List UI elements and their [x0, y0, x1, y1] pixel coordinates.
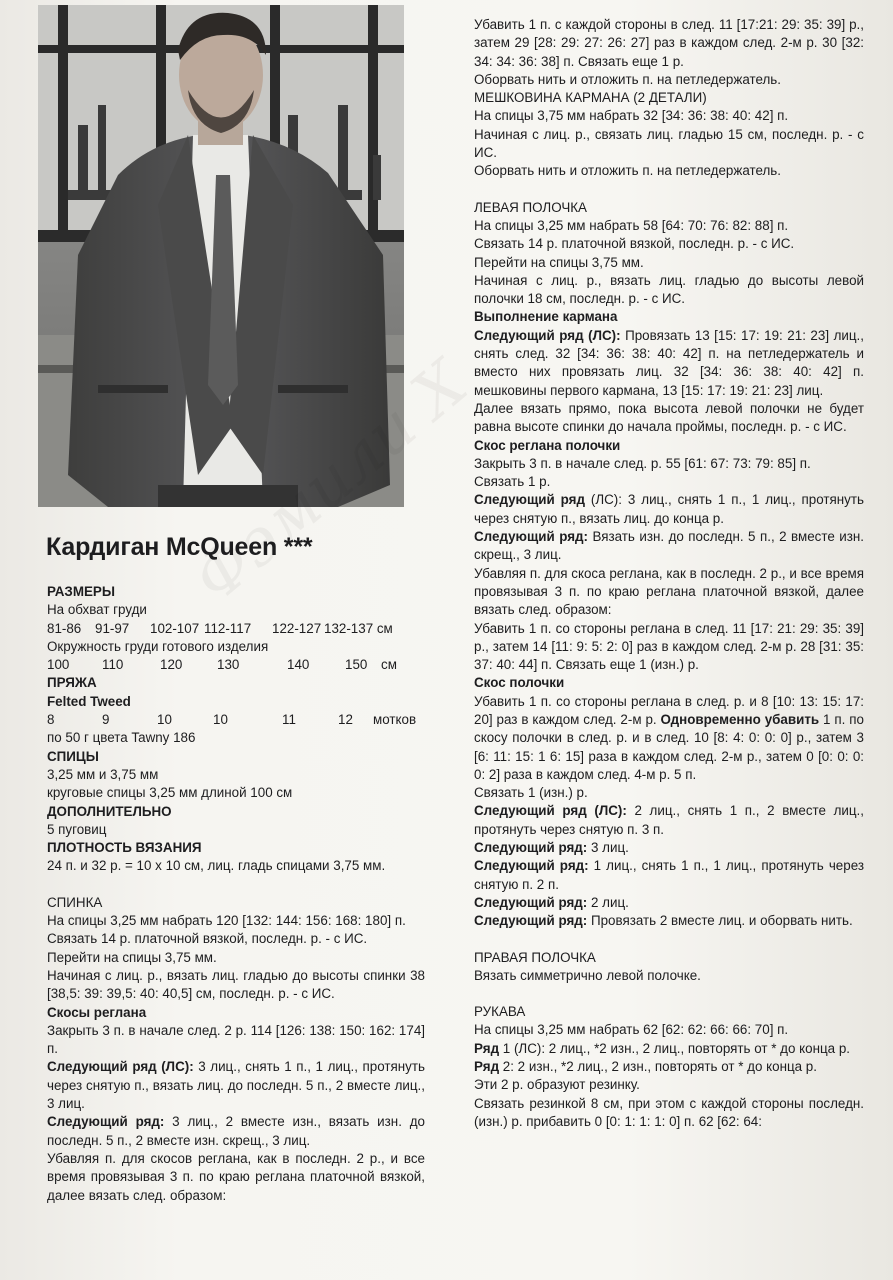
row-label: Следующий ряд (ЛС):	[47, 1059, 194, 1075]
neck-row	[474, 839, 864, 857]
row-label: Ряд	[474, 1040, 500, 1056]
row-text: 1 лиц., снять 1 п., 1 лиц., протянуть через снятую п. 2 п.	[474, 858, 864, 892]
finished-size: 110	[102, 657, 124, 673]
back-line: Начиная с лиц. р., вязать лиц. гладью до высоты спинки 38 [38,5: 39: 39,5: 40: 40,5] см, последн. р. - с ИС.	[47, 967, 425, 1002]
row-label: Следующий ряд:	[474, 858, 589, 874]
front-raglan-line: Убавляя п. для скоса реглана, как в последн. 2 р., и все время провязывая 3 п. по краю реглана платочной вязкой, далее вязать след. образом:	[474, 565, 864, 618]
neck-row	[474, 857, 864, 894]
sizes-heading: РАЗМЕРЫ	[47, 584, 115, 599]
gauge-heading: ПЛОТНОСТЬ ВЯЗАНИЯ	[47, 840, 202, 856]
yarn-unit: мотков	[373, 712, 417, 728]
row-text: Провязать 2 вместе лиц. и оборвать нить.	[587, 913, 853, 929]
row-label: Следующий ряд (ЛС):	[474, 803, 627, 819]
needles-heading: СПИЦЫ	[47, 748, 99, 764]
neck-shaping-line	[474, 693, 864, 784]
row-text: (ЛС): 3 лиц., снять 1 п., 1 лиц., протянуть через снятую п., вязать лиц. до конца р.	[474, 492, 864, 526]
front-raglan-heading: Скос реглана полочки	[474, 437, 621, 453]
row-label: Следующий ряд:	[474, 913, 588, 929]
needles-line: 3,25 мм и 3,75 мм	[47, 766, 159, 782]
neck-row	[474, 912, 864, 930]
right-front-line: Вязать симметрично левой полочке.	[474, 967, 701, 983]
chest-size: 81-86	[47, 620, 82, 636]
left-front-line: Начиная с лиц. р., вязать лиц. гладью до высоты левой полочки 18 см, последн. р. - с ИС.	[474, 272, 864, 307]
left-front-heading: ЛЕВАЯ ПОЛОЧКА	[474, 199, 587, 215]
row-text: 1 п. по скосу полочки в след. р. и в след. 10 [8: 4: 0: 0: 0] р., затем 3 [6: 11: 15: 1 6: 15] раза в каждом след. 2-м р., затем 0 [0: 0: 0: 0: 2] раза в каждом след. 4-м р. 5 п.	[474, 711, 864, 782]
raglan-continued: Убавить 1 п. с каждой стороны в след. 11 [17:21: 29: 35: 39] р., затем 29 [28: 29: 27: 26: 27] раз в каждом след. 2-м р. 30 [32: 34: 34: 36: 38] п. Связать еще 1 р.	[474, 17, 864, 69]
row-text: Вязать изн. до последн. 5 п., 2 вместе изн. скрещ., 3 лиц.	[474, 529, 864, 563]
row-text: 2 лиц.	[587, 894, 629, 910]
pocket-making-heading: Выполнение кармана	[474, 309, 618, 325]
finished-size: 130	[217, 657, 240, 673]
chest-size: 102-107	[150, 620, 200, 636]
extra-line: 5 пуговиц	[47, 821, 107, 837]
finished-sizes-row	[47, 656, 425, 674]
left-front-line: Перейти на спицы 3,75 мм.	[474, 254, 644, 270]
raglan-row-instruction	[47, 1113, 425, 1150]
back-line: На спицы 3,25 мм набрать 120 [132: 144: 156: 168: 180] п.	[47, 913, 406, 929]
finished-subheading: Окружность груди готового изделия	[47, 638, 269, 654]
sleeve-row	[474, 1040, 864, 1058]
yarn-count: 8	[47, 712, 55, 728]
yarn-count: 11	[282, 712, 296, 728]
sleeves-heading: РУКАВА	[474, 1004, 526, 1020]
yarn-heading: ПРЯЖА	[47, 675, 97, 691]
left-column	[47, 583, 425, 1205]
right-front-heading: ПРАВАЯ ПОЛОЧКА	[474, 949, 596, 965]
yarn-counts-row	[47, 711, 425, 729]
model-photo	[38, 5, 404, 507]
finished-size: 100	[47, 657, 70, 673]
extra-heading: ДОПОЛНИТЕЛЬНО	[47, 803, 172, 819]
needles-line: круговые спицы 3,25 мм длиной 100 см	[47, 785, 293, 801]
front-raglan-row	[474, 491, 864, 528]
finished-size: 140	[287, 657, 310, 673]
raglan-line: Закрыть 3 п. в начале след. 2 р. 114 [126: 138: 150: 162: 174] п.	[47, 1022, 425, 1057]
row-text: 3 лиц.	[587, 840, 629, 856]
sleeve-line: Эти 2 р. образуют резинку.	[474, 1077, 640, 1093]
raglan-row-instruction	[47, 1058, 425, 1113]
yarn-count: 10	[157, 712, 172, 728]
neck-row	[474, 894, 864, 912]
left-front-line: На спицы 3,25 мм набрать 58 [64: 70: 76: 82: 88] п.	[474, 217, 789, 233]
yarn-count: 9	[102, 712, 110, 728]
pocket-line: Оборвать нить и отложить п. на петледержатель.	[474, 163, 781, 179]
row-text: Убавить 1 п. со стороны реглана в след. р. и 8 [10: 13: 15: 17: 20] раз в каждом след. 2-м р.	[474, 693, 864, 727]
row-label: Следующий ряд	[474, 492, 585, 508]
row-text: 2 лиц., снять 1 п., 2 вместе лиц., протянуть через снятую п. 3 п.	[474, 803, 864, 837]
chest-size: 132-137 см	[324, 620, 393, 636]
chest-size: 91-97	[95, 620, 130, 636]
sleeve-row	[474, 1058, 864, 1076]
row-label: Следующий ряд (ЛС):	[474, 327, 621, 343]
neck-shaping-heading: Скос полочки	[474, 675, 565, 691]
row-text: 3 лиц., снять 1 п., 1 лиц., протянуть через снятую п., вязать лиц. до последн. 5 п., 2 вместе лиц., 3 лиц.	[47, 1059, 425, 1112]
front-raglan-line: Убавить 1 п. со стороны реглана в след. 11 [17: 21: 29: 35: 39] р., затем 14 [11: 9: 5: 2: 0] раз в каждом след. 2-м р. 28 [31: 35: 37: 40: 44] п. Связать еще 1 (изн.) р.	[474, 620, 864, 673]
gauge-line: 24 п. и 32 р. = 10 х 10 см, лиц. гладь спицами 3,75 мм.	[47, 858, 386, 874]
sleeve-line: На спицы 3,25 мм набрать 62 [62: 62: 66: 66: 70] п.	[474, 1022, 789, 1038]
raglan-line: Убавляя п. для скосов реглана, как в последн. 2 р., и все время провязывая 3 п. по краю реглана платочной вязкой, далее вязать след. образом:	[47, 1150, 425, 1203]
back-line: Перейти на спицы 3,75 мм.	[47, 949, 217, 965]
row-text: 2: 2 изн., *2 лиц., 2 изн., повторять от * до конца р.	[499, 1059, 817, 1075]
chest-size: 112-117	[204, 620, 252, 636]
pocket-lining-heading: МЕШКОВИНА КАРМАНА (2 ДЕТАЛИ)	[474, 90, 707, 106]
sleeve-line: Связать резинкой 8 см, при этом с каждой стороны последн. (изн.) р. прибавить 0 [0: 1: 1: 1: 0] п. 62 [62: 64:	[474, 1095, 864, 1129]
pocket-line: Начиная с лиц. р., связать лиц. гладью 15 см, последн. р. - с ИС.	[474, 126, 864, 161]
pocket-making-line: Далее вязать прямо, пока высота левой полочки не будет равна высоте спинки до начала проймы, последн. р. - с ИС.	[474, 400, 864, 435]
row-label: Ряд	[474, 1059, 500, 1075]
row-label: Следующий ряд:	[474, 894, 588, 910]
page-title: Кардиган McQueen ***	[46, 533, 313, 561]
left-front-line: Связать 14 р. платочной вязкой, последн. р. - с ИС.	[474, 236, 795, 252]
pocket-row-instruction	[474, 327, 864, 400]
finished-unit: см	[381, 657, 397, 673]
front-raglan-line: Закрыть 3 п. в начале след. р. 55 [61: 67: 73: 79: 85] п.	[474, 455, 811, 471]
row-label: Следующий ряд:	[47, 1114, 165, 1130]
yarn-color: по 50 г цвета Tawny 186	[47, 730, 196, 746]
row-text: Провязать 13 [15: 17: 19: 21: 23] лиц., снять след. 32 [34: 36: 38: 40: 42] п. на петледержатель и вместо них провязать лиц. 32 [34: 36: 38: 40: 42] п. мешковины первого кармана, 13 [15: 17: 19: 21: 23] лиц.	[474, 327, 864, 398]
neck-shaping-line: Связать 1 (изн.) р.	[474, 785, 588, 801]
row-text: 1 (ЛС): 2 лиц., *2 изн., 2 лиц., повторять от * до конца р.	[499, 1040, 851, 1056]
yarn-count: 10	[213, 712, 228, 728]
neck-row	[474, 802, 864, 839]
front-raglan-line: Связать 1 р.	[474, 474, 551, 490]
back-line: Связать 14 р. платочной вязкой, последн. р. - с ИС.	[47, 931, 368, 947]
pocket-line: На спицы 3,75 мм набрать 32 [34: 36: 38: 40: 42] п.	[474, 108, 789, 124]
finished-size: 120	[160, 657, 183, 673]
back-heading: СПИНКА	[47, 894, 103, 910]
model-photo-illustration	[38, 5, 404, 507]
front-raglan-row	[474, 528, 864, 565]
row-label: Следующий ряд:	[474, 840, 588, 856]
yarn-count: 12	[338, 712, 353, 728]
raglan-continued: Оборвать нить и отложить п. на петледержатель.	[474, 71, 781, 87]
yarn-name: Felted Tweed	[47, 693, 131, 709]
row-label: Следующий ряд:	[474, 529, 588, 545]
chest-sizes-row	[47, 620, 425, 638]
row-label: Одновременно убавить	[660, 711, 820, 727]
right-column	[474, 16, 864, 1131]
row-text: 3 лиц., 2 вместе изн., вязать изн. до последн. 5 п., 2 вместе изн. скрещ., 3 лиц.	[47, 1114, 425, 1148]
finished-size: 150	[345, 657, 368, 673]
raglan-heading: Скосы реглана	[47, 1004, 147, 1020]
sizes-subheading: На обхват груди	[47, 602, 147, 618]
chest-size: 122-127	[272, 620, 322, 636]
